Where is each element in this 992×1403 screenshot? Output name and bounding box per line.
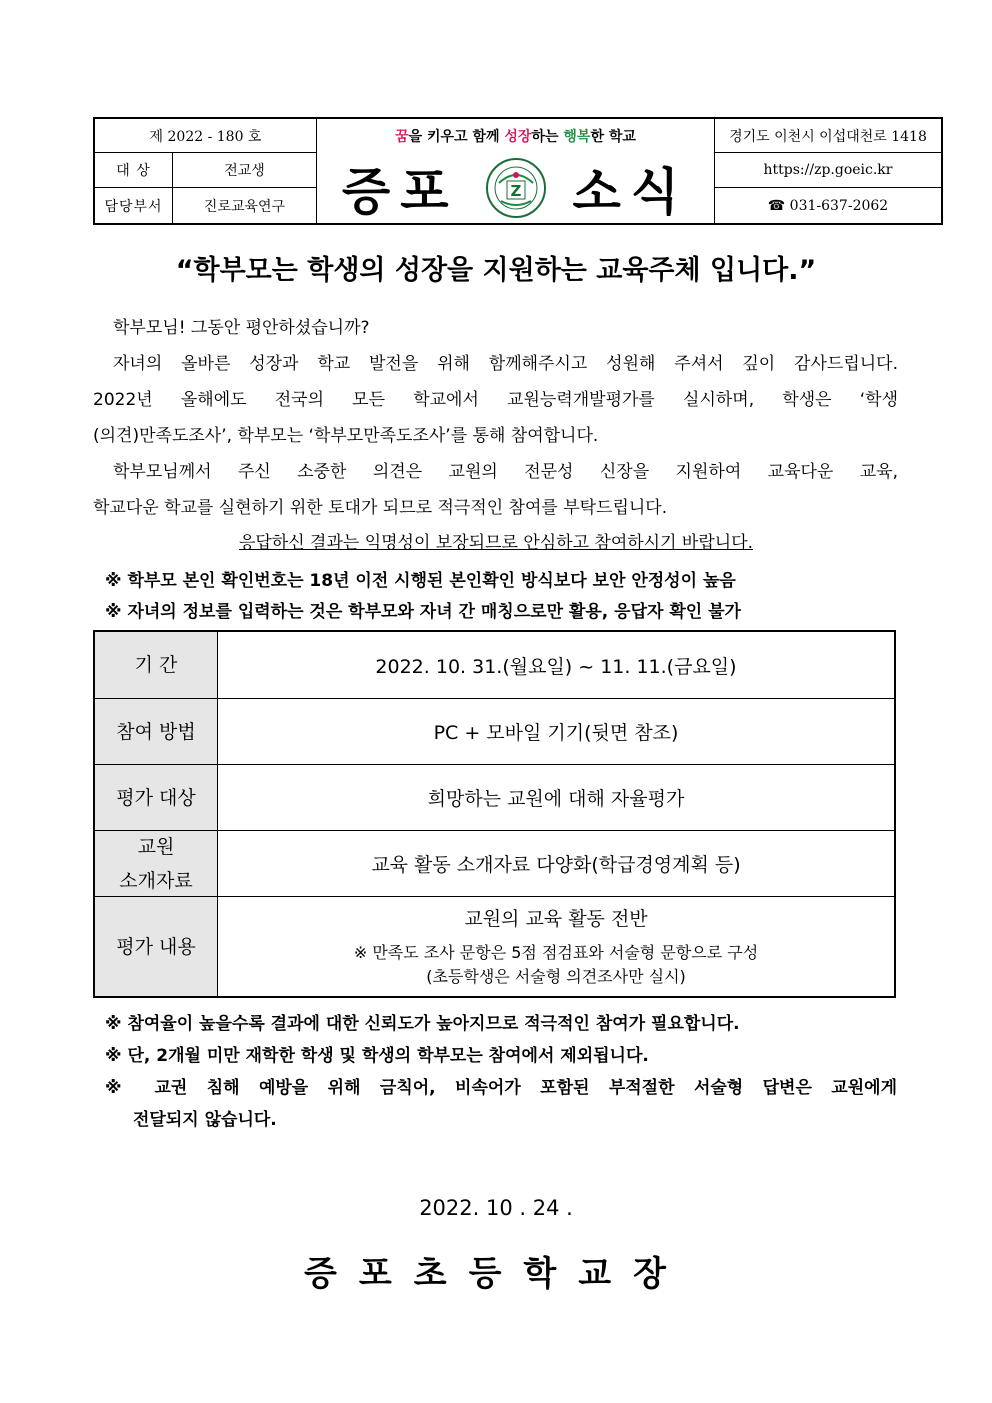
dept-value: 진로교육연구 bbox=[203, 198, 286, 215]
masthead-right: 소식 bbox=[572, 163, 690, 221]
intro-value: 교육 활동 소개자료 다양화(학급경영계획 등) bbox=[371, 854, 741, 876]
issue-number: 제 2022 - 180 호 bbox=[95, 119, 316, 153]
school-address: 경기도 이천시 이섭대천로 1418 bbox=[715, 119, 941, 153]
slogan-part5: 행복 bbox=[563, 129, 591, 145]
document-title: “학부모는 학생의 성장을 지원하는 교육주체 입니다.” bbox=[175, 255, 817, 286]
paragraph-2-line-2: 학교다운 학교를 실현하기 위한 토대가 되므로 적극적인 참여를 부탁드립니다. bbox=[93, 498, 668, 518]
security-note: ※ 학부모 본인 확인번호는 18년 이전 시행된 본인확인 방식보다 보안 안정성이 높음 bbox=[105, 571, 736, 591]
greeting-text: 학부모님! 그동안 평안하셨습니까? bbox=[113, 318, 370, 338]
signer: 증포초등학교장 bbox=[304, 1254, 688, 1294]
slogan-part6: 한 학교 bbox=[590, 129, 636, 145]
slogan-part4: 하는 bbox=[531, 129, 564, 145]
content-sub-2: (초등학생은 서술형 의견조사만 실시) bbox=[426, 967, 686, 986]
content-sub-1: ※ 만족도 조사 문항은 5점 점검표와 서술형 문항으로 구성 bbox=[353, 943, 759, 962]
slogan-part1: 꿈 bbox=[395, 129, 409, 145]
survey-info-table bbox=[93, 630, 896, 998]
matching-note: ※ 자녀의 정보를 입력하는 것은 학부모와 자녀 간 매칭으로만 활용, 응답자 확인 불가 bbox=[105, 602, 741, 622]
paragraph-1-line-1: 자녀의 올바른 성장과 학교 발전을 위해 함께해주시고 성원해 주셔서 깊이 감사드립니다. bbox=[113, 354, 898, 374]
header-middle bbox=[317, 119, 715, 223]
issue-date: 2022. 10 . 24 . bbox=[419, 1196, 573, 1220]
newsletter-header bbox=[93, 117, 943, 225]
school-emblem-icon bbox=[485, 157, 547, 219]
paragraph-2-line-1: 학부모님께서 주신 소중한 의견은 교원의 전문성 신장을 지원하여 교육다운 교육, bbox=[113, 462, 898, 482]
header-right bbox=[715, 119, 941, 223]
emblem-letter: Z bbox=[510, 182, 521, 200]
paragraph-1-line-2: 2022년 올해에도 전국의 모든 학교에서 교원능력개발평가를 실시하며, 학생은 ‘학생 bbox=[93, 390, 898, 410]
content-value: 교원의 교육 활동 전반 bbox=[464, 908, 648, 930]
anonymity-notice-text: 응답하신 결과는 익명성이 보장되므로 안심하고 참여하시기 바랍니다. bbox=[238, 533, 754, 553]
school-phone: ☎ 031-637-2062 bbox=[767, 197, 889, 214]
intro-label-line-2: 소개자료 bbox=[119, 869, 193, 892]
method-value: PC + 모바일 기기(뒷면 참조) bbox=[433, 722, 679, 744]
target-value: 전교생 bbox=[224, 163, 265, 179]
teacher-rights-note-line-2: 전달되지 않습니다. bbox=[133, 1110, 277, 1130]
intro-label-line-1: 교원 bbox=[137, 835, 175, 858]
method-label: 참여 방법 bbox=[95, 699, 218, 764]
exclusion-note: ※ 단, 2개월 미만 재학한 학생 및 학생의 학부모는 참여에서 제외됩니다. bbox=[105, 1046, 649, 1066]
dept-row bbox=[95, 188, 316, 223]
paragraph-1 bbox=[93, 346, 898, 454]
period-value: 2022. 10. 31.(월요일) ~ 11. 11.(금요일) bbox=[375, 655, 737, 678]
paragraph-2 bbox=[93, 454, 898, 526]
masthead bbox=[317, 153, 714, 223]
anonymity-notice bbox=[0, 528, 992, 553]
target-row bbox=[95, 153, 316, 188]
masthead-left: 증포 bbox=[341, 163, 459, 221]
subject-label: 평가 대상 bbox=[95, 765, 218, 830]
table-row bbox=[95, 632, 894, 698]
content-cell bbox=[218, 897, 894, 996]
school-url[interactable]: https://zp.goeic.kr bbox=[715, 153, 941, 188]
paragraph-1-line-3: (의견)만족도조사’, 학부모는 ‘학부모만족도조사’를 통해 참여합니다. bbox=[93, 426, 599, 446]
dept-label: 담당부서 bbox=[95, 188, 173, 223]
period-label: 기 간 bbox=[95, 632, 218, 698]
participation-note: ※ 참여율이 높을수록 결과에 대한 신뢰도가 높아지므로 적극적인 참여가 필요합니다. bbox=[105, 1014, 740, 1034]
school-slogan bbox=[317, 119, 714, 153]
header-left bbox=[95, 119, 317, 223]
table-row bbox=[95, 896, 894, 996]
content-label: 평가 내용 bbox=[95, 897, 218, 996]
subject-value: 희망하는 교원에 대해 자율평가 bbox=[427, 788, 685, 810]
slogan-part3: 성장 bbox=[504, 129, 532, 145]
target-label: 대 상 bbox=[95, 153, 173, 187]
intro-label bbox=[95, 831, 218, 896]
teacher-rights-note-line-1: ※ 교권 침해 예방을 위해 금칙어, 비속어가 포함된 부적절한 서술형 답변은 교원에게 bbox=[105, 1078, 897, 1098]
table-row bbox=[95, 764, 894, 830]
table-row bbox=[95, 830, 894, 896]
table-row bbox=[95, 698, 894, 764]
greeting bbox=[93, 310, 898, 346]
slogan-part2: 을 키우고 함께 bbox=[408, 129, 505, 145]
